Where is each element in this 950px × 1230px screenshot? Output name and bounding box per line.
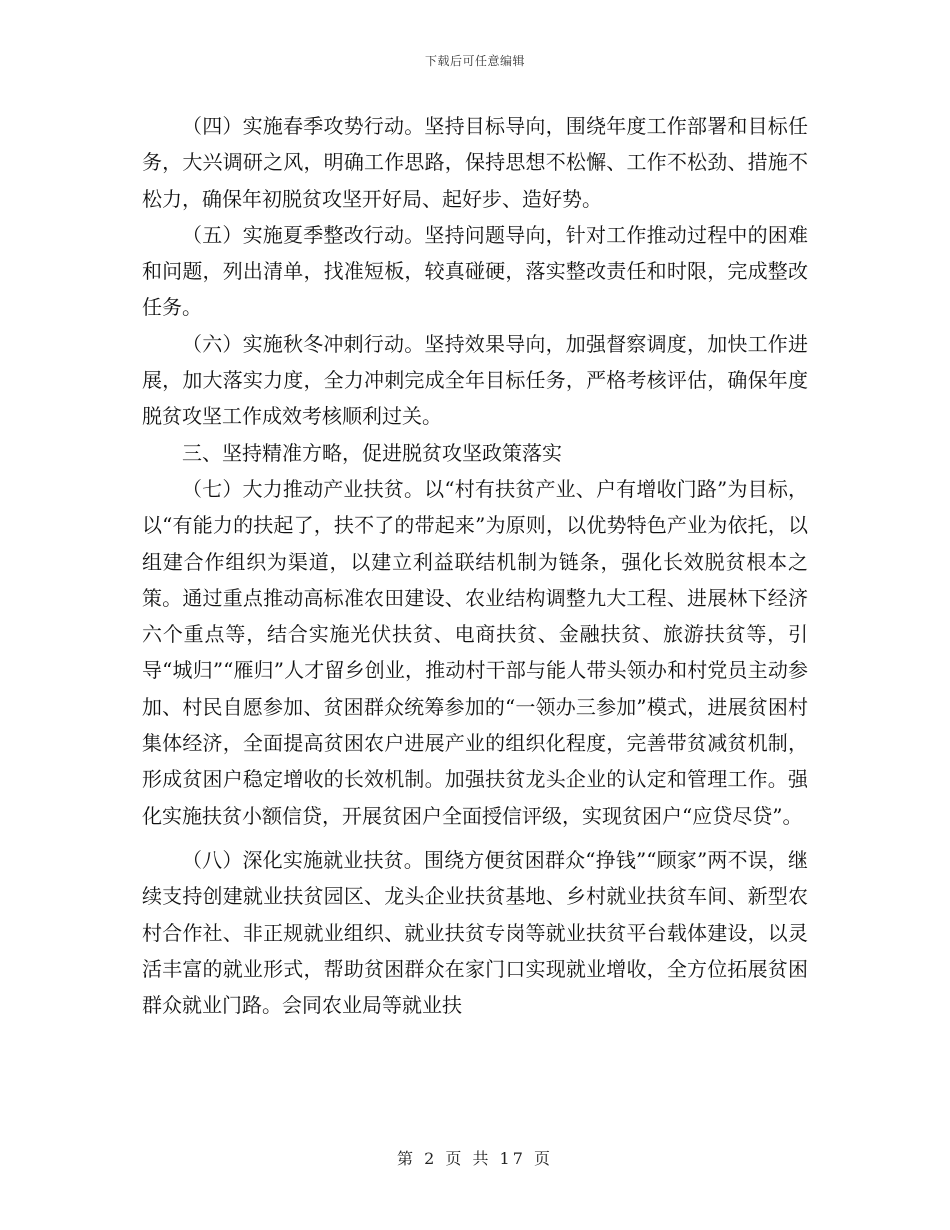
paragraph-section-6: （六）实施秋冬冲刺行动。坚持效果导向，加强督察调度，加快工作进展，加大落实力度，全力冲刺完成全年目标任务，严格考核评估，确保年度脱贫攻坚工作成效考核顺利过关。	[142, 331, 808, 429]
page-number: 第 2 页 共 17 页	[397, 1149, 553, 1168]
paragraph-section-7: （七）大力推动产业扶贫。以“村有扶贫产业、户有增收门路”为目标，以“有能力的扶起了，扶不了的带起来”为原则，以优势特色产业为依托，以组建合作组织为渠道，以建立利益联结机制为链条，强化长效脱贫根本之策。通过重点推动高标准农田建设、农业结构调整九大工程、进展林下经济六个重点等，结合实施光伏扶贫、电商扶贫、金融扶贫、旅游扶贫等，引导“城归”“雁归”人才留乡创业，推动村干部与能人带头领办和村党员主动参加、村民自愿参加、贫困群众统筹参加的“一领办三参加”模式，进展贫困村集体经济，全面提高贫困农户进展产业的组织化程度，完善带贫减贫机制，形成贫困户稳定增收的长效机制。加强扶贫龙头企业的认定和管理工作。强化实施扶贫小额信贷，开展贫困户全面授信评级，实现贫困户“应贷尽贷”。	[142, 476, 808, 828]
paragraph-section-8: （八）深化实施就业扶贫。围绕方便贫困群众“挣钱”“顾家”两不误，继续支持创建就业扶贫园区、龙头企业扶贫基地、乡村就业扶贫车间、新型农村合作社、非正规就业组织、就业扶贫专岗等就业扶贫平台载体建设，以灵活丰富的就业形式，帮助贫困群众在家门口实现就业增收，全方位拓展贫困群众就业门路。会同农业局等就业扶	[142, 847, 808, 1018]
section-heading-3: 三、坚持精准方略，促进脱贫攻坚政策落实	[182, 440, 562, 465]
paragraph-section-4: （四）实施春季攻势行动。坚持目标导向，围绕年度工作部署和目标任务，大兴调研之风，明确工作思路，保持思想不松懈、工作不松劲、措施不松力，确保年初脱贫攻坚开好局、起好步、造好势。	[142, 114, 808, 211]
paragraph-section-5: （五）实施夏季整改行动。坚持问题导向，针对工作推动过程中的困难和问题，列出清单，找准短板，较真碰硬，落实整改责任和时限，完成整改任务。	[142, 222, 808, 320]
document-body	[142, 108, 808, 1023]
header-note: 下载后可任意编辑	[424, 54, 525, 68]
